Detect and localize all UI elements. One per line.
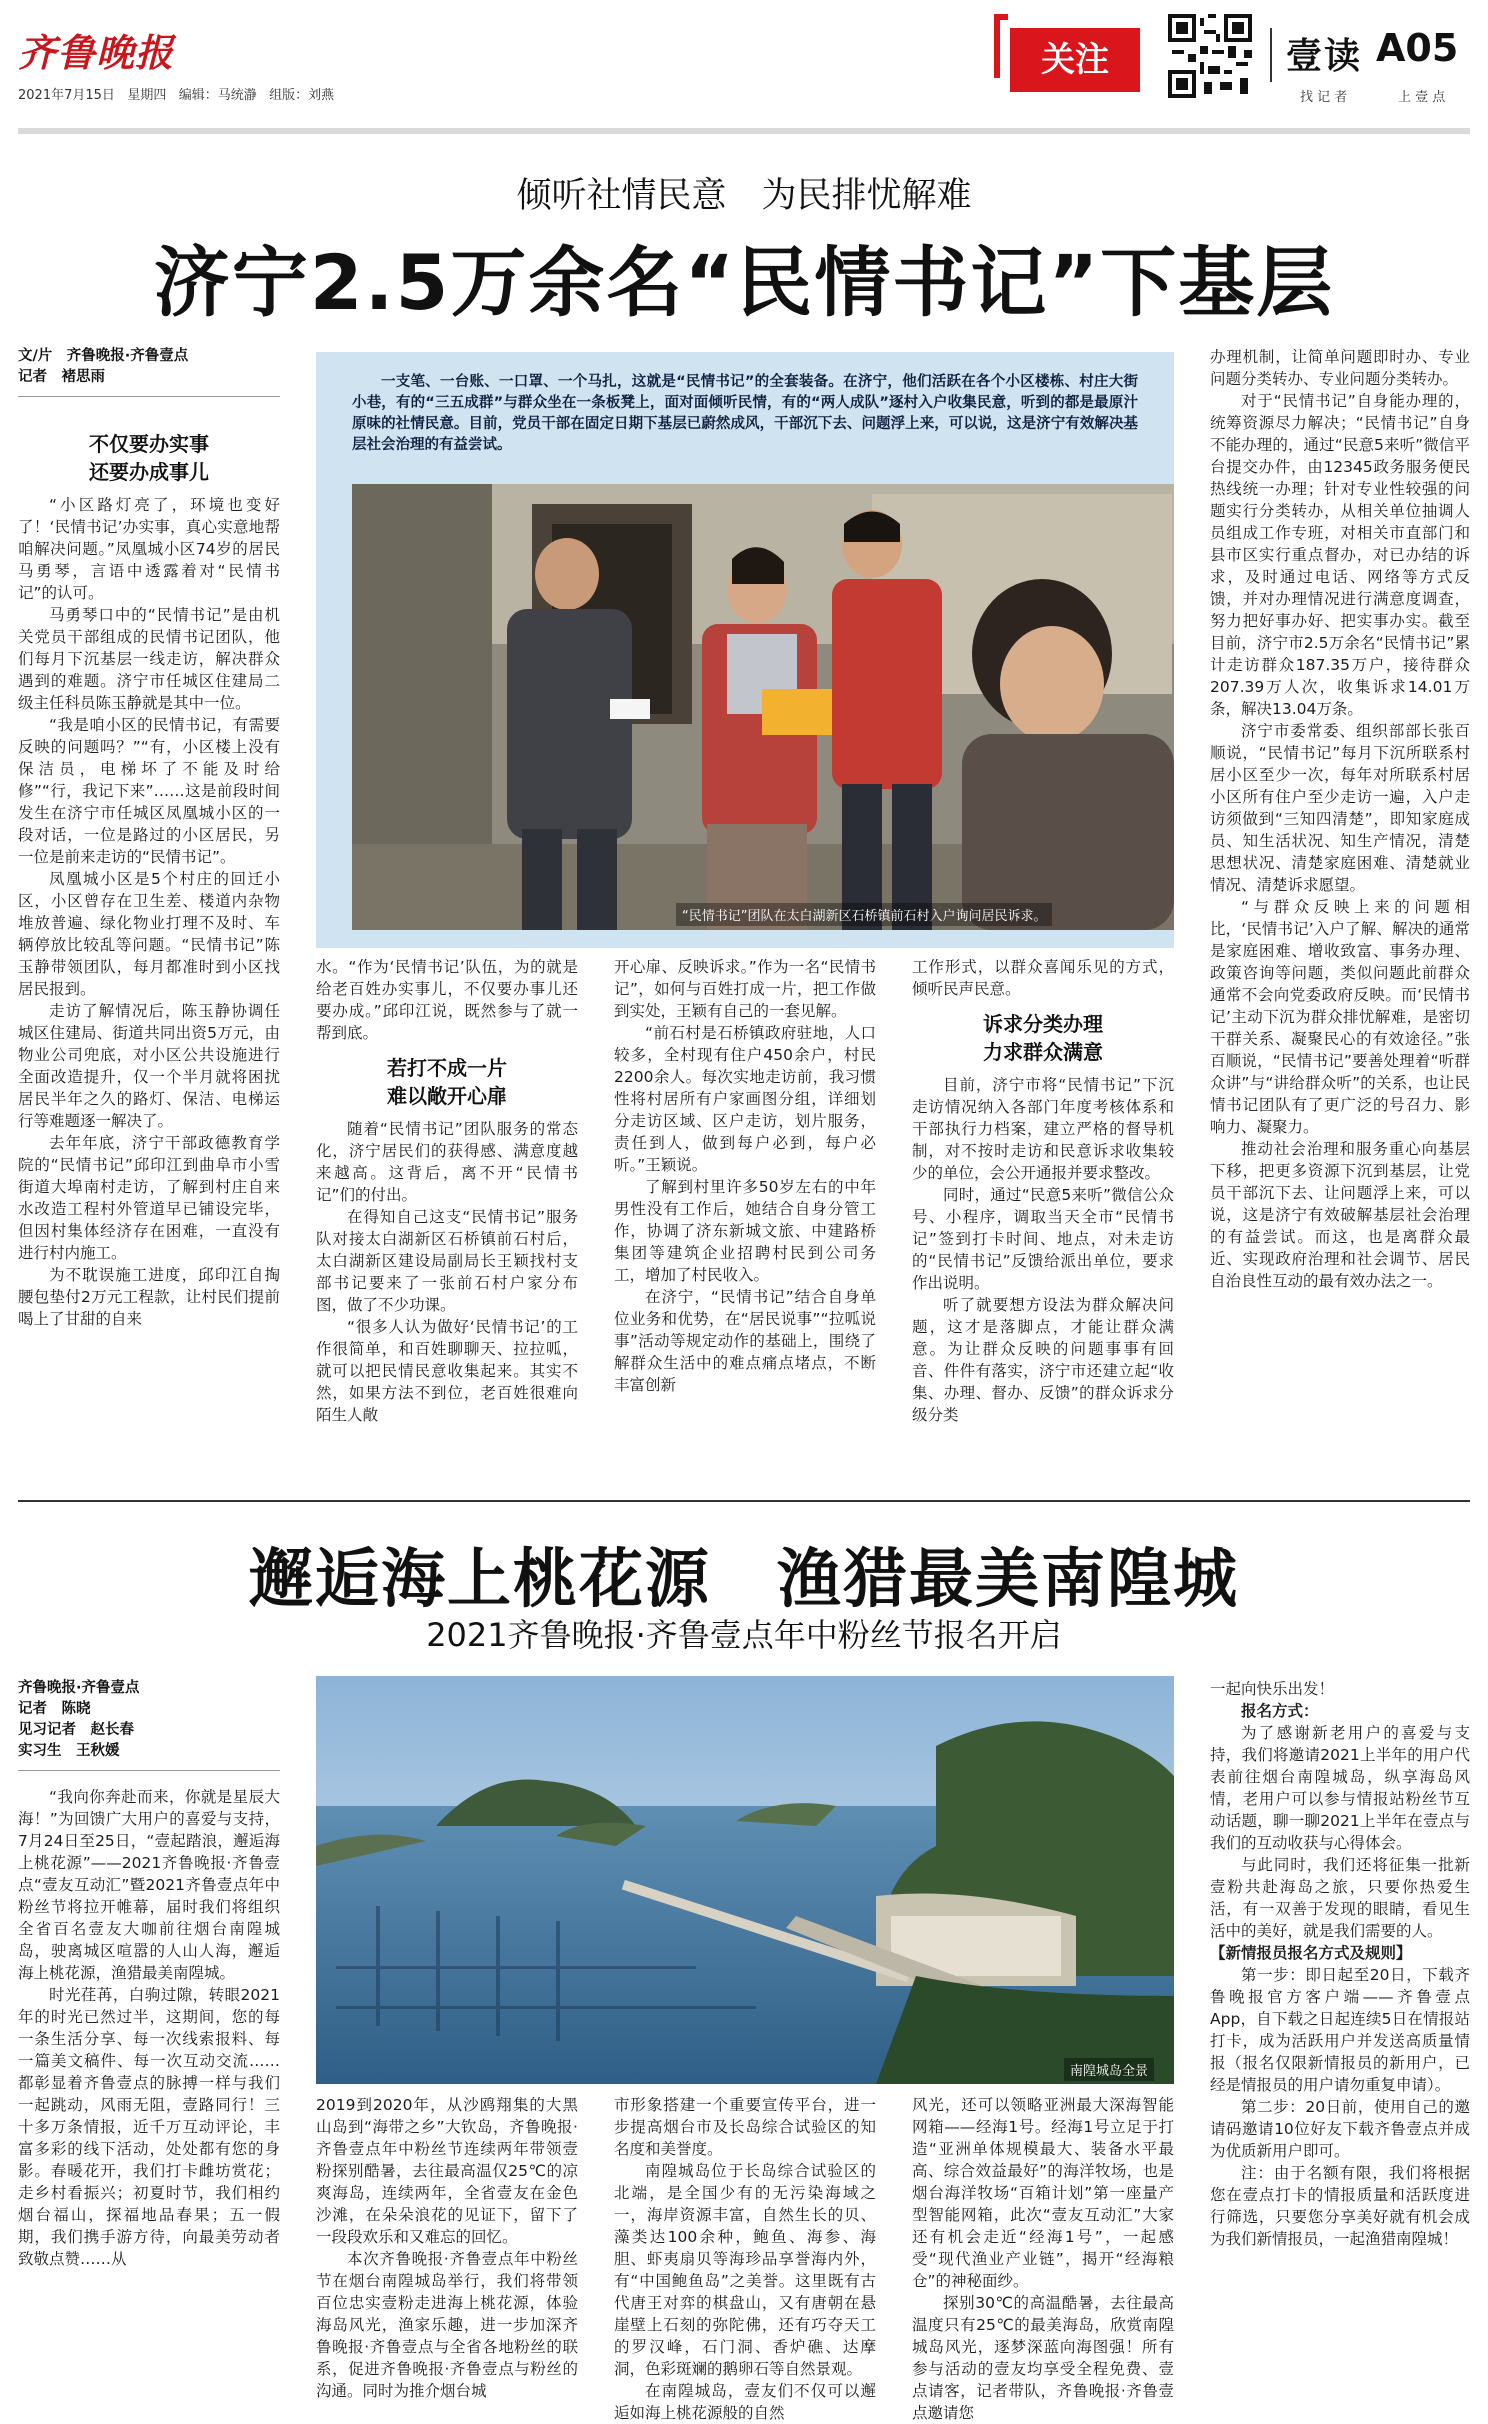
newspaper-logo: 齐鲁晚报	[18, 30, 175, 75]
paragraph: 一起向快乐出发！	[1210, 1680, 1335, 1698]
article2-photo	[316, 1676, 1174, 2084]
paragraph: 市形象搭建一个重要宣传平台，进一步提高烟台市及长岛综合试验区的知名度和美誉度。	[614, 2096, 876, 2158]
paragraph: “小区路灯亮了，环境也变好了！‘民情书记’办实事，真心实意地帮咱解决问题。”凤凰城小区74岁的居民马勇琴，言语中透露着对“民情书记”的认可。	[18, 496, 280, 602]
article2-headline: 邂逅海上桃花源 渔猎最美南隍城	[249, 1543, 1239, 1617]
article2-byline-line: 记者 陈晓	[18, 1701, 91, 1717]
motto-right: 上 壹 点	[1398, 90, 1446, 105]
article2-byline-line: 齐鲁晚报·齐鲁壹点	[18, 1680, 140, 1696]
issue-date: 2021年7月15日	[18, 88, 115, 103]
paragraph: 马勇琴口中的“民情书记”是由机关党员干部组成的民情书记团队，他们每月下沉基层一线走访，解决群众遇到的难题。济宁市任城区住建局二级主任科员陈玉静就是其中一位。	[18, 606, 280, 712]
article2-column-5	[1210, 1678, 1470, 2250]
paragraph: 了解到村里许多50岁左右的中年男性没有工作后，她结合自身分管工作，协调了济东新城文旅、中建路桥集团等建筑企业招聘村民到公司务工，增加了村民收入。	[614, 1178, 876, 1284]
paragraph: 目前，济宁市将“民情书记”下沉走访情况纳入各部门年度考核体系和干部执行力档案，建立严格的督导机制，对不按时走访和民意诉求收集较少的单位，会公开通报并要求整改。	[912, 1076, 1174, 1182]
article1-photo-caption: “民情书记”团队在太白湖新区石桥镇前石村入户询问居民诉求。	[676, 903, 1052, 926]
article2-byline	[18, 1678, 278, 1762]
paragraph: 在得知自己这支“民情书记”服务队对接太白湖新区石桥镇前石村后，太白湖新区建设局副局长王颖找村支部书记要来了一张前石村户家分布图，做了不少功课。	[316, 1208, 578, 1314]
paragraph: 注：由于名额有限，我们将根据您在壹点打卡的情报质量和活跃度进行筛选，只要您分享美好就有机会成为我们新情报员，一起渔猎南隍城！	[1210, 2164, 1470, 2248]
paragraph: 同时，通过“民意5来听”微信公众号、小程序，调取当天全市“民情书记”签到打卡时间、地点，对未走访的“民情书记”反馈给派出单位，要求作出说明。	[912, 1186, 1174, 1292]
article2-byline-line: 见习记者 赵长春	[18, 1722, 134, 1738]
paragraph: 第一步：即日起至20日，下载齐鲁晚报官方客户端——齐鲁壹点App，自下载之日起连续5日在情报站打卡，成为活跃用户并发送高质量情报（报名仅限新情报员的新用户，已经是情报员的用户请勿重复申请）。	[1210, 1966, 1470, 2094]
paragraph: 对于“民情书记”自身能办理的，统筹资源尽力解决；“民情书记”自身不能办理的，通过“民意5来听”微信平台提交办件，由12345政务服务便民热线统一办理；针对专业性较强的问题实行分类转办，从相关单位抽调人员组成工作专班，对相关市直部门和县市区实行重点督办，对已办结的诉求，及时通过电话、网络等方式反馈，并对办理情况进行满意度调查，努力把好事办好、把实事办实。截至目前，济宁市2.5万余名“民情书记”累计走访群众187.35万户，接待群众207.39万人次，收集诉求14.01万条，解决13.04万条。	[1210, 392, 1470, 718]
paragraph: 水。“作为‘民情书记’队伍，为的就是给老百姓办实事儿，不仅要办事儿还要办成。”邱印江说，既然参与了就一帮到底。	[316, 958, 578, 1042]
section-label: 关注	[1010, 28, 1140, 92]
article2-column-2	[316, 2094, 578, 2402]
article1-column-5	[1210, 346, 1470, 1292]
article1-kicker: 倾听社情民意 为民排忧解难	[516, 176, 972, 216]
paragraph: “很多人认为做好‘民情书记’的工作很简单，和百姓聊聊天、拉拉呱，就可以把民情民意收集起来。其实不然，如果方法不到位，老百姓很难向陌生人敞	[316, 1318, 578, 1424]
section-label-bracket	[994, 14, 1008, 78]
article1-subhead-1: 不仅要办实事 还要办成事儿	[89, 432, 209, 484]
page-editor: 编辑：马统瀞	[178, 88, 257, 103]
paragraph: 2019到2020年，从沙鸥翔集的大黑山岛到“海带之乡”大钦岛，齐鲁晚报·齐鲁壹点年中粉丝节连续两年带领壹粉探别酷暑，去往最高温仅25℃的凉爽海岛，连续两年，全省壹友在金色沙滩，在朵朵浪花的见证下，留下了一段段欢乐和又难忘的回忆。	[316, 2096, 578, 2246]
paragraph: “与群众反映上来的问题相比，‘民情书记’入户了解、解决的通常是家庭困难、增收致富、事务办理、政策咨询等问题，类似问题此前群众通常不会向党委政府反映。而‘民情书记’主动下沉为群众排忧解难，是密切干群关系、凝聚民心的有效途径。”张百顺说，“民情书记”要善处理着“听群众讲”与“讲给群众听”的关系，也让民情书记团队有了更广泛的号召力、影响力、凝聚力。	[1210, 898, 1470, 1136]
article2-column-1	[18, 1786, 280, 2270]
paragraph: 走访了解情况后，陈玉静协调任城区住建局、街道共同出资5万元，由物业公司兜底，对小区公共设施进行全面改造提升，仅一个半月就将困扰居民半年之久的路灯、保洁、电梯运行等难题逐一解决了。	[18, 1002, 280, 1130]
paragraph: 济宁市委常委、组织部部长张百顺说，“民情书记”每月下沉所联系村居小区至少一次，每年对所联系村居小区所有住户至少走访一遍，入户走访须做到“三知四清楚”，即知家庭成员、知生活状况、知生产情况，清楚思想状况、清楚家庭困难、清楚就业情况、清楚诉求愿望。	[1210, 722, 1470, 894]
article2-column-4	[912, 2094, 1174, 2424]
paragraph: “前石村是石桥镇政府驻地，人口较多，全村现有住户450余户，村民2200余人。每次实地走访前，我习惯性将村居所有户家画图分组，详细划分走访区域、区户走访，划片服务，责任到人，做到每户必到，每户必听。”王颖说。	[614, 1024, 876, 1174]
issue-info	[18, 84, 334, 103]
paragraph: 第二步：20日前，使用自己的邀请码邀请10位好友下载齐鲁壹点并成为优质新用户即可。	[1210, 2098, 1470, 2160]
motto-left: 找 记 者	[1300, 90, 1348, 105]
paragraph: 工作形式，以群众喜闻乐见的方式，倾听民声民意。	[912, 958, 1174, 998]
paragraph: 为不耽误施工进度，邱印江自掏腰包垫付2万元工程款，让村民们提前喝上了甘甜的自来	[18, 1266, 280, 1328]
article1-photo	[352, 484, 1174, 930]
paragraph: 探别30℃的高温酷暑，去往最高温度只有25℃的最美海岛，欣赏南隍城岛风光，逐梦深蓝向海图强！所有参与活动的壹友均享受全程免费、壹点请客，记者带队，齐鲁晚报·齐鲁壹点邀请您	[912, 2294, 1174, 2422]
section-name: 壹读	[1286, 36, 1363, 77]
article1-column-4	[912, 956, 1174, 1426]
issue-weekday: 星期四	[127, 88, 167, 103]
paragraph: 凤凰城小区是5个村庄的回迁小区，小区曾存在卫生差、楼道内杂物堆放普遍、绿化物业打理不及时、车辆停放比较乱等问题。“民情书记”陈玉静带领团队，每月都准时到小区找居民报到。	[18, 870, 280, 998]
paragraph: 在南隍城岛，壹友们不仅可以邂逅如海上桃花源般的自然	[614, 2382, 876, 2422]
article1-headline: 济宁2.5万余名“民情书记”下基层	[153, 238, 1335, 327]
article1-byline-line: 文/片 齐鲁晚报·齐鲁壹点	[18, 348, 189, 364]
article1-subhead-2: 若打不成一片 难以敞开心扉	[387, 1056, 507, 1108]
paragraph: 推动社会治理和服务重心向基层下移，把更多资源下沉到基层，让党员干部沉下去、让问题浮上来，可以说，这是济宁有效破解基层社会治理的有益尝试。而这，也是离群众最近、实现政府治理和社会调节、居民自治良性互动的最有效办法之一。	[1210, 1140, 1470, 1290]
paragraph: 开心扉、反映诉求。”作为一名“民情书记”，如何与百姓打成一片，把工作做到实处，王颖有自己的一套见解。	[614, 958, 876, 1020]
article1-column-2	[316, 956, 578, 1426]
byline-rule	[18, 396, 280, 397]
paragraph: 随着“民情书记”团队服务的常态化，济宁居民们的获得感、满意度越来越高。这背后，离不开“民情书记”们的付出。	[316, 1120, 578, 1204]
article1-subhead-3: 诉求分类办理 力求群众满意	[983, 1012, 1103, 1064]
article1-byline-line: 记者 褚思雨	[18, 369, 105, 385]
paragraph: 听了就要想方设法为群众解决问题，这才是落脚点，才能让群众满意。为让群众反映的问题事事有回音、件件有落实，济宁市还建立起“收集、办理、督办、反馈”的群众诉求分级分类	[912, 1296, 1174, 1424]
paragraph: 在济宁，“民情书记”结合自身单位业务和优势，在“居民说事”“拉呱说事”活动等规定动作的基础上，围绕了解群众生活中的难点痛点堵点，不断丰富创新	[614, 1288, 876, 1394]
article2-subhead: 2021齐鲁晚报·齐鲁壹点年中粉丝节报名开启	[426, 1616, 1062, 1654]
paragraph: 风光，还可以领略亚洲最大深海智能网箱——经海1号。经海1号立足于打造“亚洲单体规模最大、装备水平最高、综合效益最好”的海洋牧场，也是烟台海洋牧场“百箱计划”第一座量产型智能网箱，此次“壹友互动汇”大家还有机会走近“经海1号”，一起感受“现代渔业产业链”，揭开“经海粮仓”的神秘面纱。	[912, 2096, 1174, 2290]
paragraph: 为了感谢新老用户的喜爱与支持，我们将邀请2021上半年的用户代表前往烟台南隍城岛，纵享海岛风情，老用户可以参与情报站粉丝节互动话题，聊一聊2021上半年在壹点与我们的互动收获与心得体会。	[1210, 1724, 1470, 1852]
article1-column-3	[614, 956, 876, 1396]
paragraph: 与此同时，我们还将征集一批新壹粉共赴海岛之旅，只要你热爱生活，有一双善于发现的眼睛，看见生活中的美好，就是我们需要的人。	[1210, 1856, 1470, 1940]
page-number: A05	[1376, 26, 1459, 70]
article2-photo-caption: 南隍城岛全景	[1064, 2058, 1154, 2081]
article1-byline	[18, 346, 278, 388]
paragraph: 本次齐鲁晚报·齐鲁壹点年中粉丝节在烟台南隍城岛举行，我们将带领百位忠实壹粉走进海上桃花源，体验海岛风光，渔家乐趣，进一步加深齐鲁晚报·齐鲁壹点与全省各地粉丝的联系，促进齐鲁晚报·齐鲁壹点与粉丝的沟通。同时为推介烟台城	[316, 2250, 578, 2400]
section-label: 报名方式：	[1241, 1702, 1319, 1720]
article1-column-1	[18, 420, 280, 1330]
page-layout: 组版：刘燕	[269, 88, 335, 103]
rules-heading: 【新情报员报名方式及规则】	[1210, 1944, 1412, 1962]
paragraph: 南隍城岛位于长岛综合试验区的北端，是全国少有的无污染海域之一，海岸资源丰富，自然生长的贝、藻类达100余种，鲍鱼、海参、海胆、虾夷扇贝等海珍品享誉海内外，有“中国鲍鱼岛”之美誉。这里既有古代唐王对弈的棋盘山，又有唐朝在悬崖壁上石刻的弥陀佛，还有巧夺天工的罗汉峰，石门洞、香炉礁、达摩洞，色彩斑斓的鹅卵石等自然景观。	[614, 2162, 876, 2378]
paragraph: 时光荏苒，白驹过隙，转眼2021年的时光已然过半，这期间，您的每一条生活分享、每一次线索报料、每一篇美文稿件、每一次互动交流……都彰显着齐鲁壹点的脉搏一样与我们一起跳动，风雨无阻，壹路同行！三十多万条情报，近千万互动评论，丰富多彩的线下活动，处处都有您的身影。春暖花开，我们打卡雌坊赏花；走乡村看振兴；初夏时节，我们相约烟台福山，探福地品春果；五一假期，我们携手游方待，向最美劳动者致敬点赞……从	[18, 1986, 280, 2268]
article-divider	[18, 1500, 1470, 1502]
paragraph: “我向你奔赴而来，你就是星辰大海！”为回馈广大用户的喜爱与支持，7月24日至25日，“壹起踏浪，邂逅海上桃花源”——2021齐鲁晚报·齐鲁壹点“壹友互动汇”暨2021齐鲁壹点年中粉丝节将拉开帷幕，届时我们将组织全省百名壹友大咖前往烟台南隍城岛，驶离城区喧嚣的人山人海，邂逅海上桃花源，渔猎最美南隍城。	[18, 1788, 280, 1982]
paragraph: 办理机制，让简单问题即时办、专业问题分类转办、专业问题分类转办。	[1210, 348, 1470, 388]
paragraph: 去年年底，济宁干部政德教育学院的“民情书记”邱印江到曲阜市小雪街道大埠南村走访，了解到村庄自来水改造工程村外管道早已铺设完毕，但因村集体经济存在困难，一直没有进行村内施工。	[18, 1134, 280, 1262]
article2-column-3	[614, 2094, 876, 2424]
article1-lead: 一支笔、一台账、一口罩、一个马扎，这就是“民情书记”的全套装备。在济宁，他们活跃在各个小区楼栋、村庄大街小巷，有的“三五成群”与群众坐在一条板凳上，面对面倾听民情，有的“两人成队”逐村入户收集民意，听到的都是最原汁原味的社情民意。目前，党员干部在固定日期下基层已蔚然成风，干部沉下去、问题浮上来，可以说，这是济宁有效解决基层社会治理的有益尝试。	[352, 374, 1138, 453]
qr-code-icon	[1168, 14, 1252, 98]
article2-byline-line: 实习生 王秋媛	[18, 1743, 120, 1759]
paragraph: “我是咱小区的民情书记，有需要反映的问题吗？”“有，小区楼上没有保洁员，电梯坏了不能及时给修”“行，我记下来”……这是前段时间发生在济宁市任城区凤凰城小区的一段对话，一位是路过的小区居民，另一位是前来走访的“民情书记”。	[18, 716, 280, 866]
header-divider-vertical	[1270, 28, 1272, 82]
byline-rule	[18, 1770, 280, 1771]
header-rule	[18, 128, 1470, 134]
